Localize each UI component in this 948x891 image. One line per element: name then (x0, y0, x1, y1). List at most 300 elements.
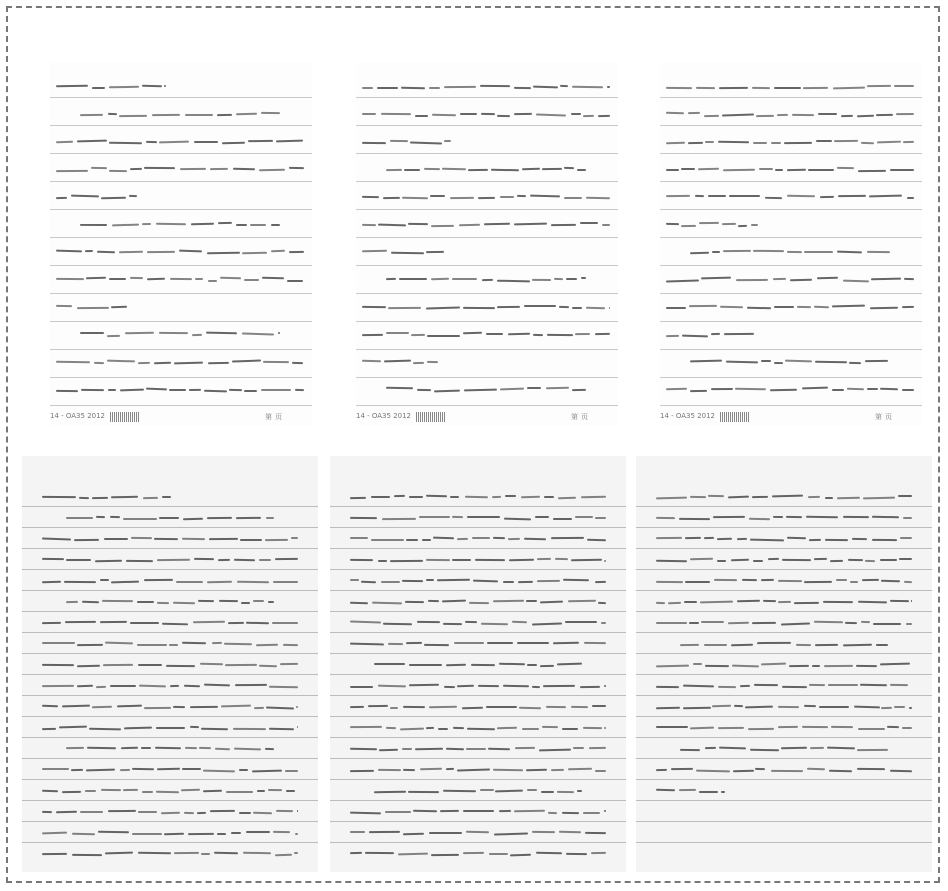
handwriting-stroke (374, 663, 405, 665)
handwriting-stroke (871, 277, 901, 280)
footer-code: 14 - OA35 2012 (356, 412, 412, 420)
handwriting-stroke (120, 388, 144, 391)
page-footer (660, 412, 922, 424)
handwriting-stroke (350, 602, 368, 604)
handwriting-stroke (457, 685, 474, 687)
handwriting-stroke (276, 139, 303, 142)
handwriting-stroke (42, 557, 64, 559)
handwriting-stroke (755, 768, 765, 770)
handwriting-stroke (217, 113, 232, 115)
handwriting-stroke (790, 278, 812, 281)
handwriting-stroke (544, 496, 554, 498)
handwriting-stroke (536, 851, 562, 854)
handwriting-stroke (894, 85, 914, 87)
handwriting-stroke (256, 644, 278, 646)
handwriting-stroke (204, 389, 227, 392)
handwriting-stroke (751, 224, 758, 226)
handwriting-stroke (701, 620, 724, 622)
handwriting-stroke (831, 726, 853, 728)
handwriting-stroke (792, 113, 814, 115)
handwriting-stroke (56, 84, 88, 87)
handwriting-stroke (718, 727, 744, 729)
handwriting-stroke (408, 791, 439, 793)
handwriting-stroke (491, 169, 519, 171)
handwriting-stroke (881, 707, 892, 709)
handwriting-stroke (566, 853, 587, 855)
handwriting-stroke (142, 791, 153, 793)
handwriting-stroke (194, 558, 214, 560)
handwriting-stroke (756, 114, 774, 116)
handwriting-stroke (521, 495, 540, 497)
handwriting-stroke (271, 249, 285, 251)
handwriting-stroke (580, 222, 598, 224)
handwriting-stroke (239, 769, 248, 771)
handwriting-stroke (771, 142, 781, 144)
handwriting-stroke (273, 581, 298, 583)
handwriting-stroke (426, 494, 447, 497)
handwriting-stroke (56, 390, 78, 392)
handwriting-stroke (169, 278, 191, 280)
ruled-lines (50, 70, 312, 410)
handwriting-stroke (527, 387, 541, 389)
handwriting-stroke (424, 644, 449, 646)
handwriting-stroke (481, 622, 508, 624)
handwriting-stroke (609, 307, 610, 309)
handwriting-stroke (712, 251, 720, 253)
footer-page-label: 第 (875, 413, 882, 421)
handwriting-stroke (137, 644, 167, 646)
handwriting-stroke (383, 197, 400, 199)
handwriting-stroke (818, 113, 837, 115)
footer-code: 14 - OA35 2012 (50, 412, 106, 420)
handwriting-stroke (95, 560, 122, 562)
handwriting-stroke (542, 726, 558, 728)
handwriting-stroke (173, 601, 195, 603)
handwriting-stroke (295, 389, 304, 391)
handwriting-stroke (197, 812, 206, 814)
handwriting-stroke (103, 664, 133, 666)
handwriting-stroke (402, 579, 423, 581)
handwriting-stroke (467, 516, 500, 518)
handwritten-page-6 (636, 456, 932, 872)
handwriting-stroke (226, 791, 253, 793)
handwriting-stroke (836, 579, 847, 581)
handwriting-stroke (362, 87, 373, 89)
handwriting-stroke (107, 359, 135, 361)
handwriting-stroke (465, 621, 477, 623)
handwriting-stroke (583, 115, 594, 117)
handwriting-stroke (898, 495, 912, 497)
handwriting-stroke (598, 602, 606, 604)
handwriting-stroke (586, 306, 605, 308)
handwriting-stroke (740, 685, 750, 687)
handwriting-stroke (820, 196, 834, 198)
handwriting-stroke (154, 538, 178, 540)
handwriting-stroke (532, 686, 540, 688)
handwriting-stroke (164, 833, 184, 836)
handwriting-stroke (862, 579, 879, 581)
handwriting-stroke (499, 663, 525, 665)
handwriting-stroke (350, 748, 377, 751)
handwriting-stroke (463, 810, 494, 812)
handwriting-stroke (696, 87, 715, 89)
handwriting-stroke (803, 86, 828, 88)
handwriting-stroke (182, 641, 206, 644)
handwriting-stroke (656, 768, 667, 770)
handwriting-stroke (825, 539, 848, 541)
handwriting-stroke (272, 622, 298, 624)
handwriting-stroke (497, 305, 520, 307)
handwriting-stroke (56, 278, 84, 280)
handwriting-stroke (100, 579, 109, 581)
handwriting-stroke (450, 196, 474, 198)
handwriting-stroke (909, 707, 912, 709)
footer-page-label: 第 (265, 413, 272, 421)
handwriting-stroke (409, 683, 439, 685)
handwriting-stroke (80, 224, 107, 226)
handwriting-stroke (804, 580, 832, 582)
handwriting-stroke (242, 252, 267, 254)
handwriting-stroke (838, 194, 866, 196)
handwriting-stroke (443, 790, 476, 793)
handwriting-stroke (199, 747, 211, 749)
handwriting-stroke (365, 852, 394, 854)
handwriting-stroke (876, 644, 888, 646)
handwriting-stroke (465, 496, 488, 498)
handwriting-stroke (487, 642, 513, 644)
handwriting-stroke (277, 332, 280, 334)
handwriting-stroke (161, 811, 180, 813)
handwriting-stroke (257, 790, 265, 792)
handwriting-stroke (598, 114, 610, 116)
handwriting-stroke (378, 560, 387, 562)
handwriting-stroke (235, 684, 267, 686)
handwriting-stroke (906, 623, 912, 625)
handwriting-stroke (403, 706, 425, 708)
handwriting-stroke (430, 195, 445, 197)
barcode-icon (720, 412, 750, 422)
handwriting-stroke (77, 664, 100, 667)
handwriting-stroke (566, 278, 577, 280)
handwriting-stroke (815, 360, 847, 363)
handwriting-stroke (80, 811, 103, 813)
handwriting-stroke (656, 789, 675, 791)
handwriting-stroke (815, 140, 831, 142)
handwriting-stroke (452, 559, 471, 561)
handwriting-stroke (708, 495, 724, 497)
handwriting-stroke (497, 114, 510, 116)
handwriting-stroke (524, 305, 556, 307)
handwriting-stroke (577, 790, 582, 792)
handwriting-stroke (287, 280, 303, 282)
handwriting-stroke (241, 602, 250, 604)
handwriting-stroke (493, 768, 523, 770)
handwriting-stroke (514, 222, 547, 225)
handwriting-stroke (705, 141, 714, 143)
handwriting-stroke (108, 809, 136, 811)
handwriting-stroke (778, 726, 798, 728)
handwriting-stroke (42, 685, 74, 687)
handwriting-stroke (469, 601, 489, 603)
handwriting-stroke (92, 87, 105, 89)
handwriting-stroke (683, 684, 714, 687)
handwriting-stroke (775, 169, 783, 171)
handwriting-stroke (408, 223, 428, 225)
handwriting-stroke (553, 518, 572, 520)
handwriting-stroke (847, 388, 864, 390)
handwriting-stroke (56, 140, 73, 142)
handwriting-stroke (689, 622, 699, 624)
handwriting-stroke (182, 537, 205, 539)
handwriting-stroke (119, 114, 147, 116)
handwriting-stroke (56, 169, 88, 171)
handwriting-stroke (434, 389, 460, 392)
handwriting-stroke (297, 726, 298, 728)
handwriting-stroke (385, 811, 411, 813)
handwriting-stroke (176, 581, 203, 583)
handwriting-stroke (362, 306, 386, 308)
handwriting-stroke (774, 306, 794, 308)
handwriting-stroke (679, 518, 710, 520)
handwriting-stroke (471, 664, 495, 666)
handwriting-stroke (137, 600, 154, 602)
handwriting-stroke (860, 683, 887, 686)
handwriting-stroke (789, 665, 809, 667)
handwriting-stroke (413, 361, 424, 363)
handwriting-stroke (94, 362, 104, 364)
handwriting-stroke (42, 831, 67, 833)
handwriting-stroke (110, 685, 136, 687)
handwriting-stroke (486, 706, 517, 708)
handwriting-stroke (753, 142, 767, 144)
handwriting-stroke (782, 559, 811, 561)
handwriting-stroke (753, 560, 763, 562)
footer-code: 14 - OA35 2012 (660, 412, 716, 420)
handwriting-stroke (142, 222, 151, 224)
page-footer (50, 412, 312, 424)
handwriting-stroke (268, 601, 274, 603)
handwriting-stroke (109, 170, 127, 172)
handwriting-stroke (690, 359, 722, 362)
handwriting-stroke (584, 642, 606, 644)
ruled-lines (22, 486, 318, 860)
handwriting-stroke (390, 707, 398, 709)
handwriting-stroke (886, 726, 898, 728)
handwriting-stroke (184, 812, 194, 814)
handwriting-stroke (876, 113, 893, 115)
handwriting-stroke (738, 225, 747, 227)
handwriting-stroke (144, 707, 171, 709)
handwriting-stroke (224, 642, 252, 644)
handwriting-stroke (515, 746, 535, 748)
handwriting-stroke (704, 115, 719, 117)
handwriting-stroke (404, 169, 420, 171)
handwriting-stroke (757, 642, 791, 644)
handwriting-stroke (517, 195, 526, 197)
handwriting-stroke (374, 791, 406, 793)
handwriting-stroke (231, 832, 241, 834)
handwriting-stroke (269, 727, 294, 730)
handwriting-stroke (592, 705, 606, 707)
handwriting-stroke (56, 810, 78, 813)
handwriting-stroke (234, 558, 255, 560)
handwriting-stroke (362, 113, 376, 115)
handwriting-stroke (481, 113, 495, 115)
handwriting-stroke (426, 579, 434, 581)
handwriting-stroke (703, 537, 713, 539)
handwriting-stroke (259, 168, 285, 170)
handwriting-stroke (752, 496, 768, 498)
handwriting-stroke (754, 684, 778, 686)
handwriting-stroke (79, 497, 89, 499)
barcode-icon (416, 412, 446, 422)
handwriting-stroke (403, 832, 424, 835)
handwriting-stroke (565, 621, 597, 623)
footer-page-suffix: 页 (275, 413, 282, 421)
handwriting-stroke (547, 334, 573, 336)
handwriting-stroke (386, 169, 402, 171)
handwriting-stroke (858, 170, 886, 172)
handwriting-stroke (773, 278, 786, 280)
handwriting-stroke (394, 495, 405, 497)
handwriting-stroke (581, 277, 586, 279)
handwriting-stroke (729, 195, 760, 197)
handwriting-stroke (405, 601, 424, 603)
handwriting-stroke (656, 536, 682, 538)
handwriting-stroke (890, 599, 909, 601)
handwriting-stroke (708, 195, 726, 197)
handwriting-stroke (61, 704, 89, 707)
footer-page-suffix: 页 (885, 413, 892, 421)
handwriting-stroke (748, 727, 774, 729)
handwriting-stroke (774, 87, 801, 89)
handwriting-stroke (804, 705, 816, 707)
handwriting-stroke (350, 686, 373, 688)
handwriting-stroke (201, 853, 210, 855)
handwriting-stroke (195, 278, 203, 280)
handwriting-stroke (705, 665, 729, 667)
handwriting-stroke (759, 168, 773, 170)
handwriting-stroke (104, 538, 128, 540)
handwriting-stroke (42, 790, 58, 792)
handwriting-stroke (771, 770, 803, 772)
handwriting-stroke (527, 664, 537, 666)
handwriting-stroke (429, 832, 462, 834)
handwriting-stroke (480, 84, 510, 86)
footer-page-label: 第 (571, 413, 578, 421)
footer-page-suffix: 页 (581, 413, 588, 421)
handwriting-stroke (446, 767, 454, 769)
handwriting-stroke (668, 601, 681, 603)
handwriting-stroke (585, 832, 606, 834)
handwriting-stroke (522, 168, 540, 171)
handwriting-stroke (234, 747, 261, 749)
handwriting-stroke (74, 538, 99, 540)
handwriting-stroke (444, 139, 451, 141)
handwriting-stroke (602, 224, 610, 226)
handwriting-stroke (413, 810, 437, 812)
handwriting-stroke (845, 621, 857, 623)
handwriting-stroke (526, 768, 547, 771)
handwriting-stroke (292, 362, 303, 364)
handwriting-stroke (591, 851, 606, 853)
handwriting-stroke (722, 223, 736, 225)
handwriting-stroke (208, 280, 217, 282)
handwriting-stroke (92, 497, 108, 499)
handwritten-page-2 (356, 62, 618, 426)
handwriting-stroke (411, 334, 425, 336)
handwriting-stroke (505, 495, 516, 497)
handwriting-stroke (100, 620, 127, 622)
handwriting-stroke (159, 517, 179, 519)
handwritten-page-3 (660, 62, 922, 426)
handwriting-stroke (867, 85, 891, 87)
handwriting-stroke (834, 139, 858, 141)
handwriting-stroke (503, 685, 529, 688)
handwriting-stroke (386, 278, 396, 280)
handwriting-stroke (560, 85, 568, 87)
handwriting-stroke (777, 114, 788, 116)
handwriting-stroke (66, 559, 91, 561)
handwriting-stroke (162, 622, 188, 625)
handwriting-stroke (174, 361, 203, 364)
handwriting-stroke (904, 278, 914, 280)
handwriting-stroke (141, 747, 151, 749)
handwriting-stroke (522, 728, 539, 730)
handwriting-stroke (415, 115, 428, 117)
handwriting-stroke (595, 770, 606, 772)
handwriting-stroke (595, 333, 610, 335)
handwriting-stroke (880, 559, 897, 561)
handwriting-stroke (508, 538, 520, 540)
handwriting-stroke (468, 169, 488, 171)
handwriting-stroke (362, 196, 379, 198)
handwriting-stroke (719, 87, 748, 89)
handwriting-stroke (899, 558, 912, 560)
handwriting-stroke (129, 195, 137, 197)
handwriting-stroke (268, 789, 282, 791)
handwriting-stroke (236, 517, 261, 519)
handwriting-stroke (198, 600, 214, 602)
handwritten-page-5 (330, 456, 626, 872)
handwriting-stroke (146, 141, 157, 143)
handwriting-stroke (173, 706, 186, 708)
handwriting-stroke (286, 790, 296, 792)
handwriting-stroke (350, 496, 366, 498)
ruled-lines (356, 70, 618, 410)
page-footer (356, 412, 618, 424)
handwriting-stroke (904, 581, 912, 583)
handwriting-stroke (500, 196, 514, 198)
handwriting-stroke (784, 142, 812, 144)
handwriting-stroke (711, 388, 733, 390)
handwriting-stroke (890, 684, 908, 686)
handwriting-stroke (259, 559, 271, 561)
handwriting-stroke (182, 768, 201, 770)
handwriting-stroke (457, 538, 468, 540)
handwriting-stroke (595, 517, 606, 519)
handwriting-stroke (240, 539, 262, 541)
handwriting-stroke (154, 361, 171, 364)
handwriting-stroke (72, 832, 95, 834)
handwriting-stroke (42, 622, 61, 624)
handwriting-stroke (843, 643, 872, 646)
handwriting-stroke (450, 496, 459, 498)
handwriting-stroke (492, 495, 501, 497)
handwriting-stroke (42, 581, 61, 584)
handwriting-stroke (108, 389, 116, 391)
handwriting-stroke (132, 767, 154, 769)
